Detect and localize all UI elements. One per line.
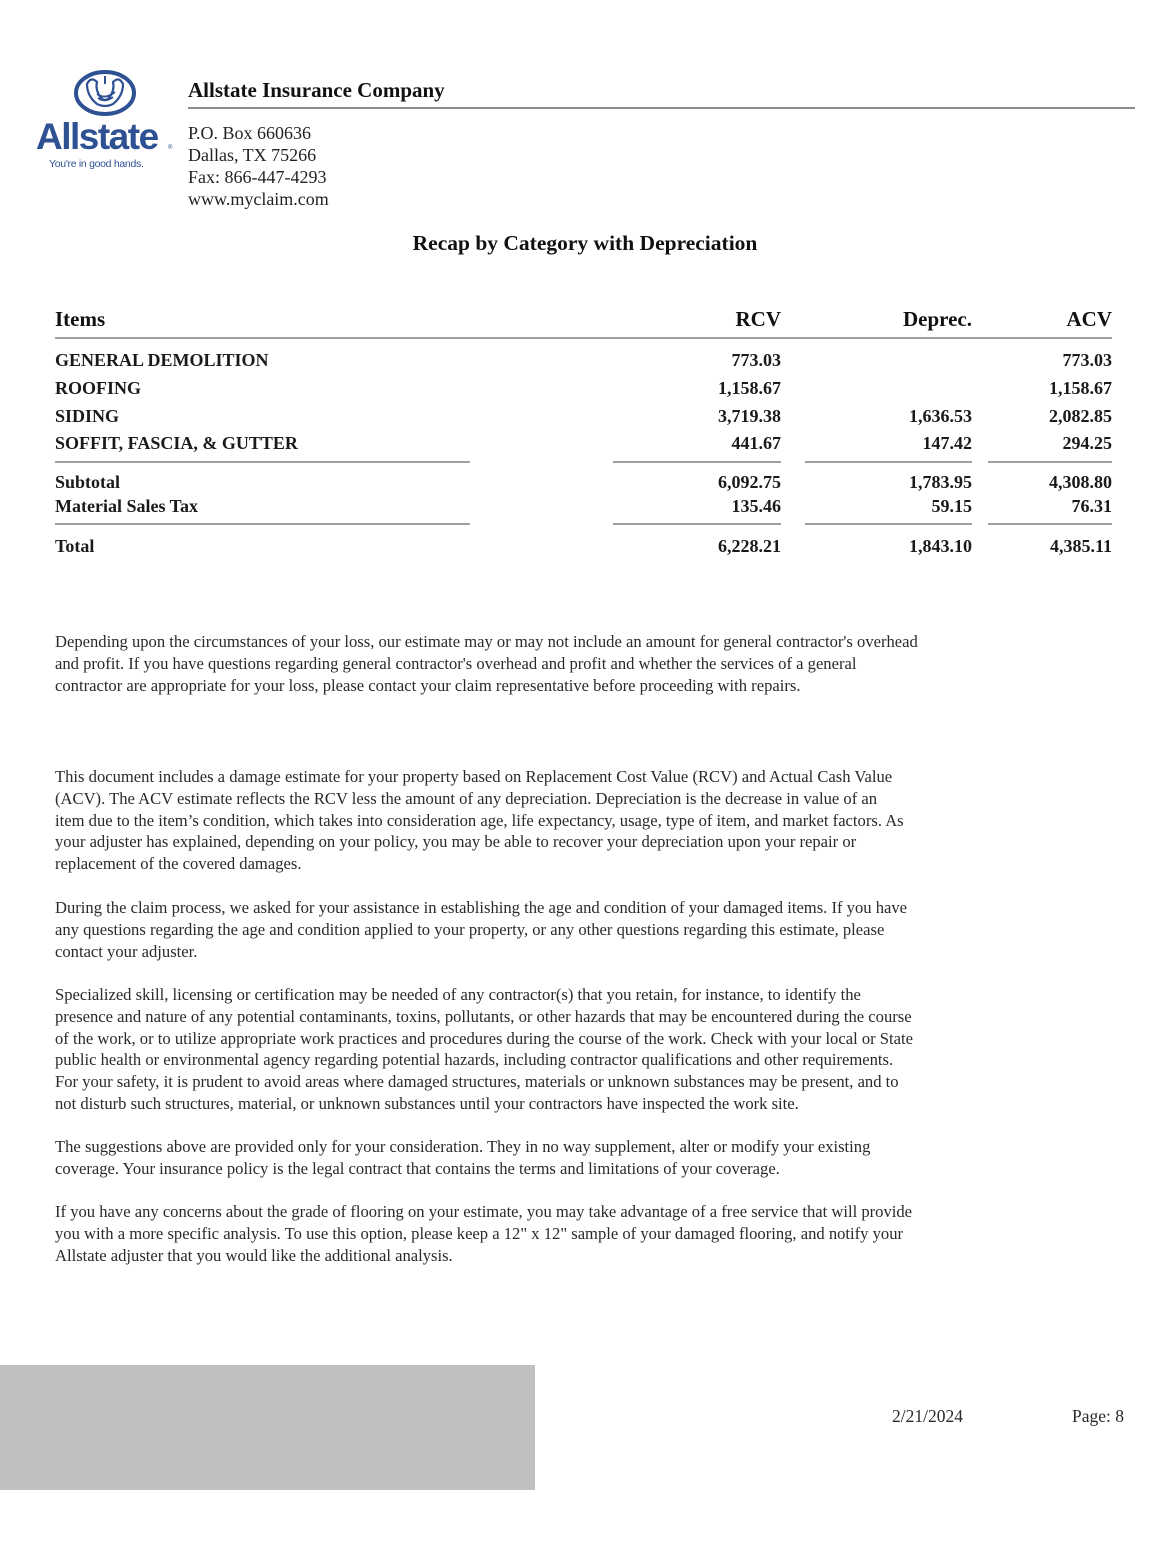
column-header-acv: ACV xyxy=(1066,307,1112,331)
column-header-deprec: Deprec. xyxy=(903,307,972,331)
deprec-value: 147.42 xyxy=(922,433,972,453)
allstate-logo xyxy=(36,70,176,175)
company-address xyxy=(188,122,329,210)
deprec-value: 1,636.53 xyxy=(909,406,972,426)
item-name: SIDING xyxy=(55,406,120,426)
item-name: ROOFING xyxy=(55,378,142,398)
column-header-rcv: RCV xyxy=(735,307,781,331)
sales-tax-label: Material Sales Tax xyxy=(55,496,198,516)
acv-value: 4,385.11 xyxy=(1049,536,1112,556)
item-name: GENERAL DEMOLITION xyxy=(55,350,269,370)
acv-value: 294.25 xyxy=(1062,433,1112,453)
text-line: For your safety, it is prudent to avoid areas where damaged structures, materials or unknown substances may be present, and to xyxy=(55,1072,899,1092)
acv-value: 773.03 xyxy=(1062,350,1112,370)
text-line: If you have any concerns about the grade of flooring on your estimate, you may take advantage of a free service that will provide xyxy=(55,1202,913,1221)
rcv-value: 1,158.67 xyxy=(718,378,781,398)
text-line: item due to the item’s condition, which takes into consideration age, life expectancy, usage, type of item, and market factors. As xyxy=(55,810,904,830)
rcv-value: 773.03 xyxy=(731,350,781,370)
website-link[interactable]: www.myclaim.com xyxy=(188,189,329,209)
page-number: Page: 8 xyxy=(1072,1406,1125,1426)
text-line: you with a more specific analysis. To use this option, please keep a 12" x 12" sample of your damaged flooring, and notify your xyxy=(55,1223,904,1243)
company-name: Allstate Insurance Company xyxy=(188,78,445,102)
text-line: Specialized skill, licensing or certification may be needed of any contractor(s) that you retain, for instance, to identify the xyxy=(55,985,861,1004)
redacted-block xyxy=(0,1365,535,1490)
total-label: Total xyxy=(55,536,95,556)
deprec-value: 59.15 xyxy=(931,496,972,516)
contractor-safety-notice xyxy=(55,984,1095,1115)
acv-value: 1,158.67 xyxy=(1049,378,1112,398)
rcv-value: 6,228.21 xyxy=(718,536,781,556)
acv-value: 2,082.85 xyxy=(1049,406,1112,426)
deprec-value: 1,783.95 xyxy=(909,472,972,492)
logo-wordmark: Allstate xyxy=(36,116,158,157)
text-line: contact your adjuster. xyxy=(55,941,198,961)
page-title: Recap by Category with Depreciation xyxy=(412,231,758,255)
logo-tagline: You're in good hands. xyxy=(49,158,144,170)
text-line: and profit. If you have questions regarding general contractor's overhead and profit and whether the services of a general xyxy=(55,653,857,673)
rcv-divider xyxy=(613,461,781,463)
text-line: public health or environmental agency regarding potential hazards, including contractor qualifications and other requirements. xyxy=(55,1050,894,1070)
flooring-analysis-notice xyxy=(55,1201,1095,1266)
acv-value: 76.31 xyxy=(1071,496,1112,516)
acv-value: 4,308.80 xyxy=(1049,472,1112,492)
header-rule xyxy=(55,337,1112,339)
fax-number: Fax: 866-447-4293 xyxy=(188,167,327,187)
text-line: of the work, or to utilize appropriate work practices and procedures during the course of the work. Check with your local or State xyxy=(55,1028,913,1048)
deprec-value: 1,843.10 xyxy=(909,536,972,556)
rcv-value: 6,092.75 xyxy=(718,472,781,492)
text-line: contractor are appropriate for your loss, please contact your claim representative before proceeding with repairs. xyxy=(55,675,801,695)
items-divider xyxy=(55,461,470,463)
overhead-profit-notice xyxy=(55,631,1095,696)
text-line: not disturb such structures, material, or unknown substances until your contractors have inspected the work site. xyxy=(55,1093,799,1113)
items-divider xyxy=(55,523,470,525)
text-line: any questions regarding the age and condition applied to your property, or any other questions regarding this estimate, please xyxy=(55,919,885,939)
coverage-disclaimer xyxy=(55,1136,1095,1180)
header-divider xyxy=(188,107,1135,109)
item-name: SOFFIT, FASCIA, & GUTTER xyxy=(55,433,298,453)
text-line: This document includes a damage estimate for your property based on Replacement Cost Value (RCV) and Actual Cash Value xyxy=(55,767,893,786)
good-hands-icon xyxy=(73,70,137,116)
text-line: Allstate adjuster that you would like the additional analysis. xyxy=(55,1245,453,1265)
rcv-value: 441.67 xyxy=(731,433,781,453)
deprec-divider xyxy=(805,523,972,525)
text-line: During the claim process, we asked for your assistance in establishing the age and condition of your damaged items. If you have xyxy=(55,898,908,917)
rcv-value: 135.46 xyxy=(731,496,781,516)
registered-mark: ® xyxy=(168,145,173,151)
claim-process-notice xyxy=(55,897,1095,962)
text-line: (ACV). The ACV estimate reflects the RCV less the amount of any depreciation. Depreciation is the decrease in value of an xyxy=(55,788,878,808)
deprec-divider xyxy=(805,461,972,463)
acv-divider xyxy=(988,461,1112,463)
po-box: P.O. Box 660636 xyxy=(188,123,312,143)
text-line: The suggestions above are provided only for your consideration. They in no way supplement, alter or modify your existing xyxy=(55,1137,871,1156)
document-date: 2/21/2024 xyxy=(892,1406,963,1426)
subtotal-label: Subtotal xyxy=(55,472,121,492)
text-line: Depending upon the circumstances of your loss, our estimate may or may not include an amount for general contractor's overhead xyxy=(55,632,918,651)
column-header-items: Items xyxy=(55,307,106,331)
text-line: your adjuster has explained, depending on your policy, you may be able to recover your depreciation upon your repair or xyxy=(55,832,857,852)
text-line: replacement of the covered damages. xyxy=(55,854,302,874)
rcv-acv-explanation xyxy=(55,766,1095,875)
text-line: coverage. Your insurance policy is the legal contract that contains the terms and limitations of your coverage. xyxy=(55,1158,780,1178)
acv-divider xyxy=(988,523,1112,525)
rcv-value: 3,719.38 xyxy=(718,406,781,426)
rcv-divider xyxy=(613,523,781,525)
text-line: presence and nature of any potential contaminants, toxins, pollutants, or other hazards that may be encountered during the course xyxy=(55,1006,912,1026)
city-state-zip: Dallas, TX 75266 xyxy=(188,145,317,165)
